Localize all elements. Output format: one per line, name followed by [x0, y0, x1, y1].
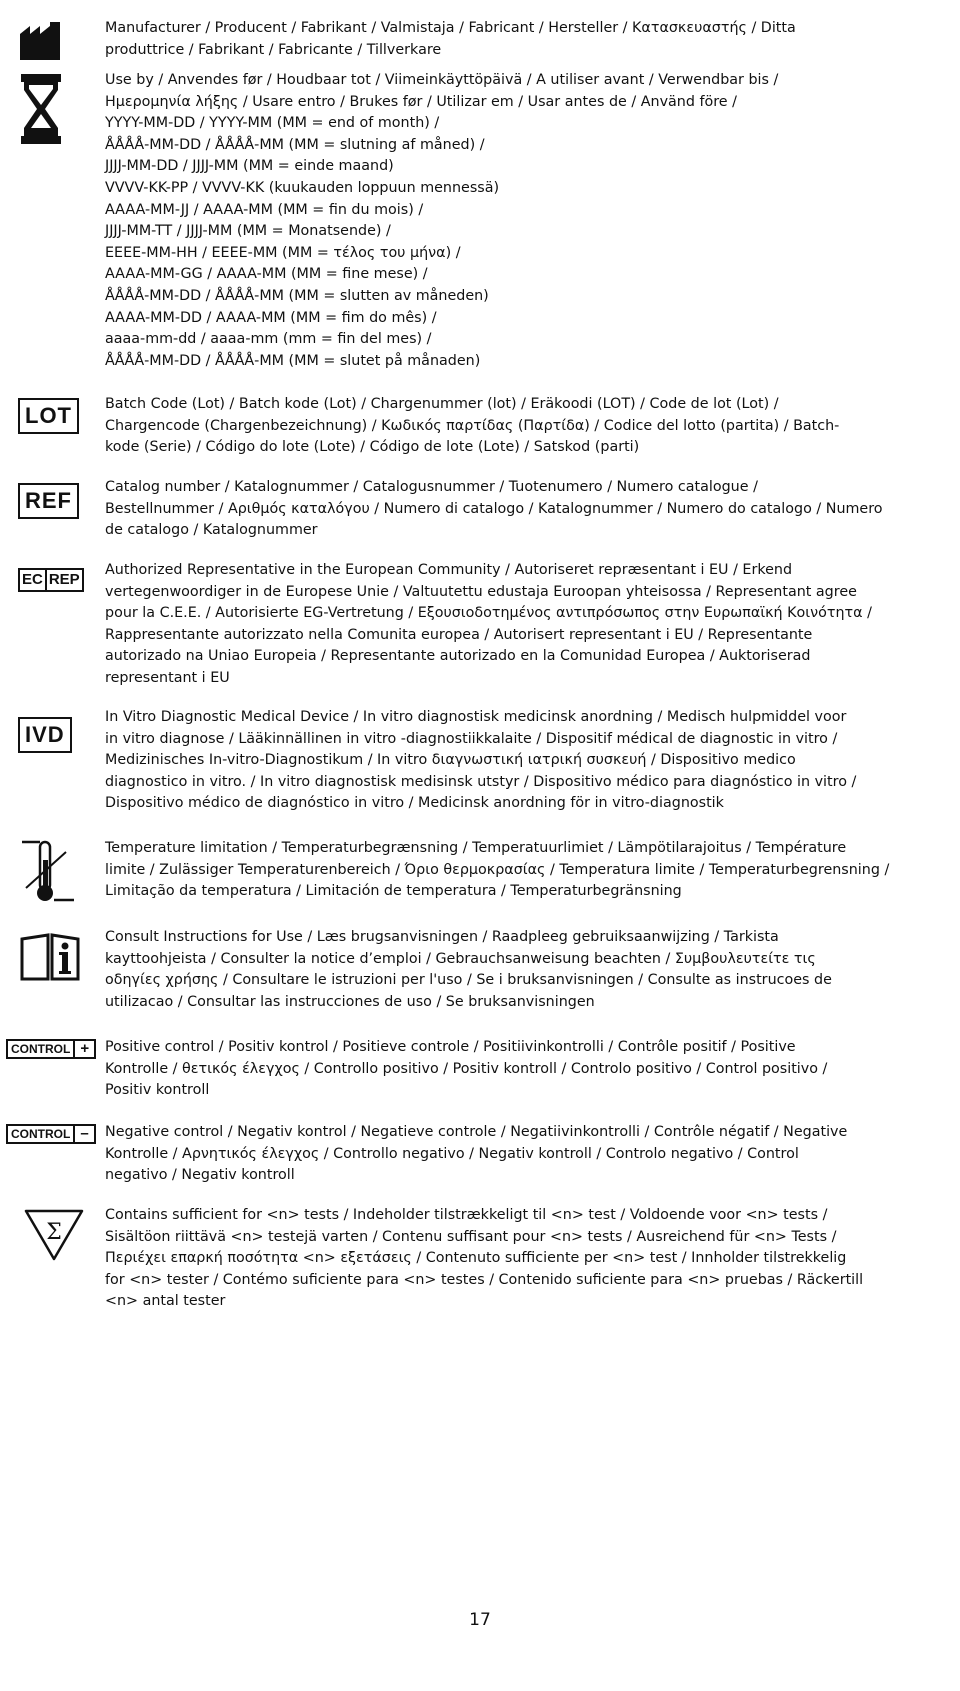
control-label: CONTROL	[11, 1042, 71, 1056]
text-line: autorizado na Uniao Europeia / Representante autorizado en la Comunidad Europea / Auktoriserad	[105, 648, 811, 665]
manufacturer-icon	[18, 20, 108, 62]
text-line: JJJJ-MM-TT / JJJJ-MM (MM = Monatsende) /	[105, 223, 391, 240]
consult-instructions-icon	[18, 931, 108, 983]
text-line: utilizacao / Consultar las instrucciones de uso / Se bruksanvisningen	[105, 993, 595, 1010]
text-line: vertegenwoordiger in de Europese Unie / Valtuutettu edustaja Euroopan yhteisossa / Representant agree	[105, 583, 857, 600]
text-line: ÅÅÅÅ-MM-DD / ÅÅÅÅ-MM (MM = slutet på månaden)	[105, 352, 481, 369]
text-line: Rappresentante autorizzato nella Comunita europea / Autorisert representant i EU / Representante	[105, 626, 813, 643]
text-line: Ημερομηνία λήξης / Usare entro / Brukes før / Utilizar em / Usar antes de / Använd före /	[105, 93, 737, 110]
ec-label: EC	[18, 568, 47, 592]
text-line: VVVV-KK-PP / VVVV-KK (kuukauden loppuun mennessä)	[105, 179, 500, 196]
text-line: limite / Zulässiger Temperaturenbereich / Όριο θερμοκρασίας / Temperatura limite / Temperaturbegrensning /	[105, 861, 890, 878]
sigma-sufficient-icon	[22, 1207, 112, 1263]
symbol-description	[105, 1122, 945, 1187]
control-negative-icon	[6, 1124, 96, 1144]
text-line: Manufacturer / Producent / Fabrikant / Valmistaja / Fabricant / Hersteller / Κατασκευαστής / Ditta	[105, 20, 796, 36]
symbol-description	[105, 927, 945, 1013]
text-line: AAAA-MM-JJ / AAAA-MM (MM = fin du mois) /	[105, 201, 424, 218]
text-line: Chargencode (Chargenbezeichnung) / Κωδικός παρτίδας (Παρτίδα) / Codice del lotto (partita) / Batch-	[105, 417, 840, 434]
plus-sign: +	[73, 1041, 94, 1057]
control-positive-icon	[6, 1039, 96, 1059]
text-line: pour la C.E.E. / Autorisierte EG-Vertretung / Εξουσιοδοτημένος αντιπρόσωπος στην Ευρωπαϊκή Κοινότητα /	[105, 605, 872, 622]
text-line: representant i EU	[105, 669, 230, 686]
text-line: ÅÅÅÅ-MM-DD / ÅÅÅÅ-MM (MM = slutten av måneden)	[105, 287, 489, 304]
text-line: Bestellnummer / Αριθμός καταλόγου / Numero di catalogo / Katalognummer / Numero do catalogo / Numero	[105, 500, 883, 517]
text-line: produttrice / Fabrikant / Fabricante / Tillverkare	[105, 41, 442, 58]
text-line: Consult Instructions for Use / Læs brugsanvisningen / Raadpleeg gebruiksaanwijzing / Tarkista	[105, 929, 779, 945]
text-line: Limitação da temperatura / Limitación de temperatura / Temperaturbegränsning	[105, 883, 682, 900]
hourglass-icon	[18, 72, 108, 146]
symbol-description	[105, 560, 945, 690]
text-line: οδηγίες χρήσης / Consultare le istruzioni per l'uso / Se i bruksanvisningen / Consulte as instrucoes de	[105, 972, 832, 989]
text-line: de catalogo / Katalognummer	[105, 522, 318, 539]
text-line: AAAA-MM-GG / AAAA-MM (MM = fine mese) /	[105, 266, 428, 283]
text-line: for <n> tester / Contémo suficiente para <n> testes / Contenido suficiente para <n> pruebas / Räckertill	[105, 1271, 864, 1288]
text-line: Positiv kontroll	[105, 1082, 210, 1099]
text-line: Authorized Representative in the European Community / Autoriseret repræsentant i EU / Erkend	[105, 562, 793, 578]
text-line: ÅÅÅÅ-MM-DD / ÅÅÅÅ-MM (MM = slutning af måned) /	[105, 136, 485, 153]
sigma-glyph: Σ	[46, 1220, 62, 1245]
text-line: YYYY-MM-DD / YYYY-MM (MM = end of month) /	[105, 115, 440, 132]
text-line: Sisältöon riittävä <n> testejä varten / Contenu suffisant pour <n> tests / Ausreichend für <n> Tests /	[105, 1228, 837, 1245]
text-line: kayttoohjeista / Consulter la notice d’emploi / Gebrauchsanweisung beachten / Συμβουλευτείτε τις	[105, 950, 816, 967]
symbol-description	[105, 1205, 945, 1313]
control-label: CONTROL	[11, 1127, 71, 1141]
text-line: diagnostico in vitro. / In vitro diagnostisk medisinsk utstyr / Dispositivo médico para diagnóstico in vitro /	[105, 773, 857, 790]
text-line: Negative control / Negativ kontrol / Negatieve controle / Negatiivinkontrolli / Contrôle négatif / Negative	[105, 1124, 848, 1140]
symbol-description	[105, 1037, 945, 1102]
thermometer-icon	[18, 838, 108, 904]
minus-sign: –	[73, 1126, 93, 1142]
text-line: EEEE-MM-HH / EEEE-MM (MM = τέλος του μήνα) /	[105, 244, 461, 261]
lot-label: LOT	[18, 398, 79, 434]
text-line: <n> antal tester	[105, 1293, 226, 1310]
text-line: Contains sufficient for <n> tests / Indeholder tilstrækkeligt til <n> test / Voldoende voor <n> tests /	[105, 1207, 828, 1223]
text-line: Batch Code (Lot) / Batch kode (Lot) / Chargenummer (lot) / Eräkoodi (LOT) / Code de lot (Lot) /	[105, 396, 779, 412]
text-line: Medizinisches In-vitro-Diagnostikum / In vitro διαγνωστική ιατρική συσκευή / Dispositivo medico	[105, 752, 796, 769]
text-line: Kontrolle / θετικός έλεγχος / Controllo positivo / Positiv kontroll / Controlo positivo / Control positivo /	[105, 1060, 828, 1077]
page-number: 17	[469, 1610, 491, 1630]
ref-label: REF	[18, 483, 79, 519]
text-line: Dispositivo médico de diagnóstico in vitro / Medicinsk anordning för in vitro-diagnostik	[105, 795, 724, 812]
text-line: kode (Serie) / Código do lote (Lote) / Código de lote (Lote) / Satskod (parti)	[105, 439, 640, 456]
symbol-description	[105, 394, 945, 459]
text-line: Positive control / Positiv kontrol / Positieve controle / Positiivinkontrolli / Contrôle positif / Positive	[105, 1039, 796, 1055]
text-line: Temperature limitation / Temperaturbegrænsning / Temperatuurlimiet / Lämpötilarajoitus / Température	[105, 840, 847, 856]
symbol-description	[105, 707, 945, 815]
lot-icon	[18, 398, 108, 434]
ref-icon	[18, 483, 108, 519]
text-line: negativo / Negativ kontroll	[105, 1167, 295, 1184]
text-line: aaaa-mm-dd / aaaa-mm (mm = fin del mes) /	[105, 331, 432, 348]
ivd-label: IVD	[18, 717, 72, 753]
text-line: Use by / Anvendes før / Houdbaar tot / Viimeinkäyttöpäivä / A utiliser avant / Verwendbar bis /	[105, 72, 779, 88]
ec-rep-icon	[18, 568, 108, 592]
text-line: AAAA-MM-DD / AAAA-MM (MM = fim do mês) /	[105, 309, 437, 326]
rep-label: REP	[47, 568, 84, 592]
symbol-description	[105, 70, 945, 372]
text-line: JJJJ-MM-DD / JJJJ-MM (MM = einde maand)	[105, 158, 394, 175]
symbol-description	[105, 18, 945, 61]
symbol-description	[105, 477, 945, 542]
text-line: Kontrolle / Αρνητικός έλεγχος / Controllo negativo / Negativ kontroll / Controlo negativo / Control	[105, 1145, 799, 1162]
text-line: in vitro diagnose / Lääkinnällinen in vitro -diagnostiikkalaite / Dispositif médical de diagnostic in vitro /	[105, 730, 838, 747]
ivd-icon	[18, 717, 108, 753]
text-line: In Vitro Diagnostic Medical Device / In vitro diagnostisk medicinsk anordning / Medisch hulpmiddel voor	[105, 709, 847, 725]
symbol-description	[105, 838, 945, 903]
text-line: Catalog number / Katalognummer / Catalogusnummer / Tuotenumero / Numero catalogue /	[105, 479, 758, 495]
text-line: Περιέχει επαρκή ποσότητα <n> εξετάσεις / Contenuto sufficiente per <n> test / Innholder tilstrekkelig	[105, 1250, 847, 1267]
